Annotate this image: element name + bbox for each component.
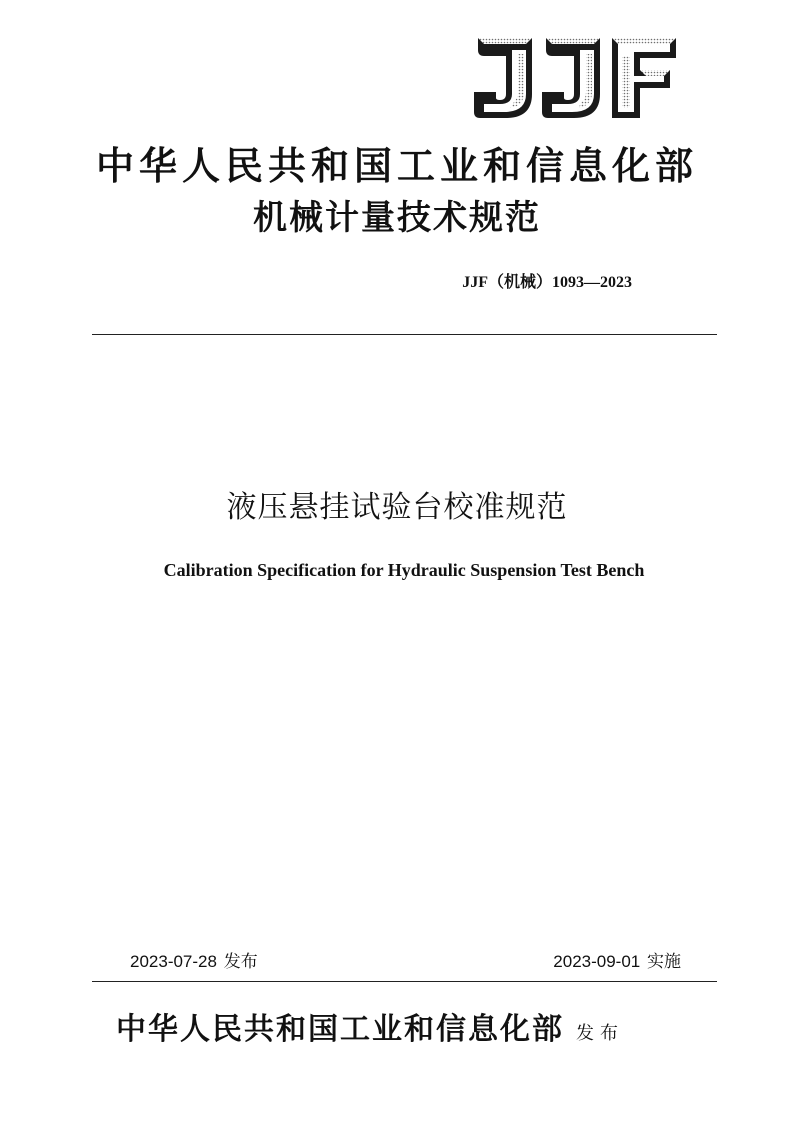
- header-divider: [92, 334, 717, 335]
- document-title: 液压悬挂试验台校准规范: [226, 490, 568, 525]
- series-title: 机械计量技术规范: [253, 198, 541, 238]
- footer-organization: 中华人民共和国工业和信息化部: [116, 1012, 564, 1047]
- issue-date-line: [130, 950, 258, 974]
- footer: [116, 1008, 624, 1056]
- jjf-logo-mark: [470, 32, 680, 124]
- jjf-logo: [470, 32, 680, 124]
- issue-label: 发布: [223, 952, 258, 971]
- standard-number: JJF（机械）1093—2023: [462, 274, 632, 291]
- implement-label: 实施: [647, 952, 681, 971]
- footer-divider: [92, 981, 717, 982]
- issue-date: 2023-07-28: [130, 952, 217, 971]
- implement-date-line: [553, 950, 681, 974]
- document-title-english: Calibration Specification for Hydraulic Suspension Test Bench: [163, 560, 645, 580]
- issuer-title: 中华人民共和国工业和信息化部: [95, 144, 698, 188]
- footer-action: 发布: [576, 1023, 624, 1044]
- implement-date: 2023-09-01: [553, 952, 641, 971]
